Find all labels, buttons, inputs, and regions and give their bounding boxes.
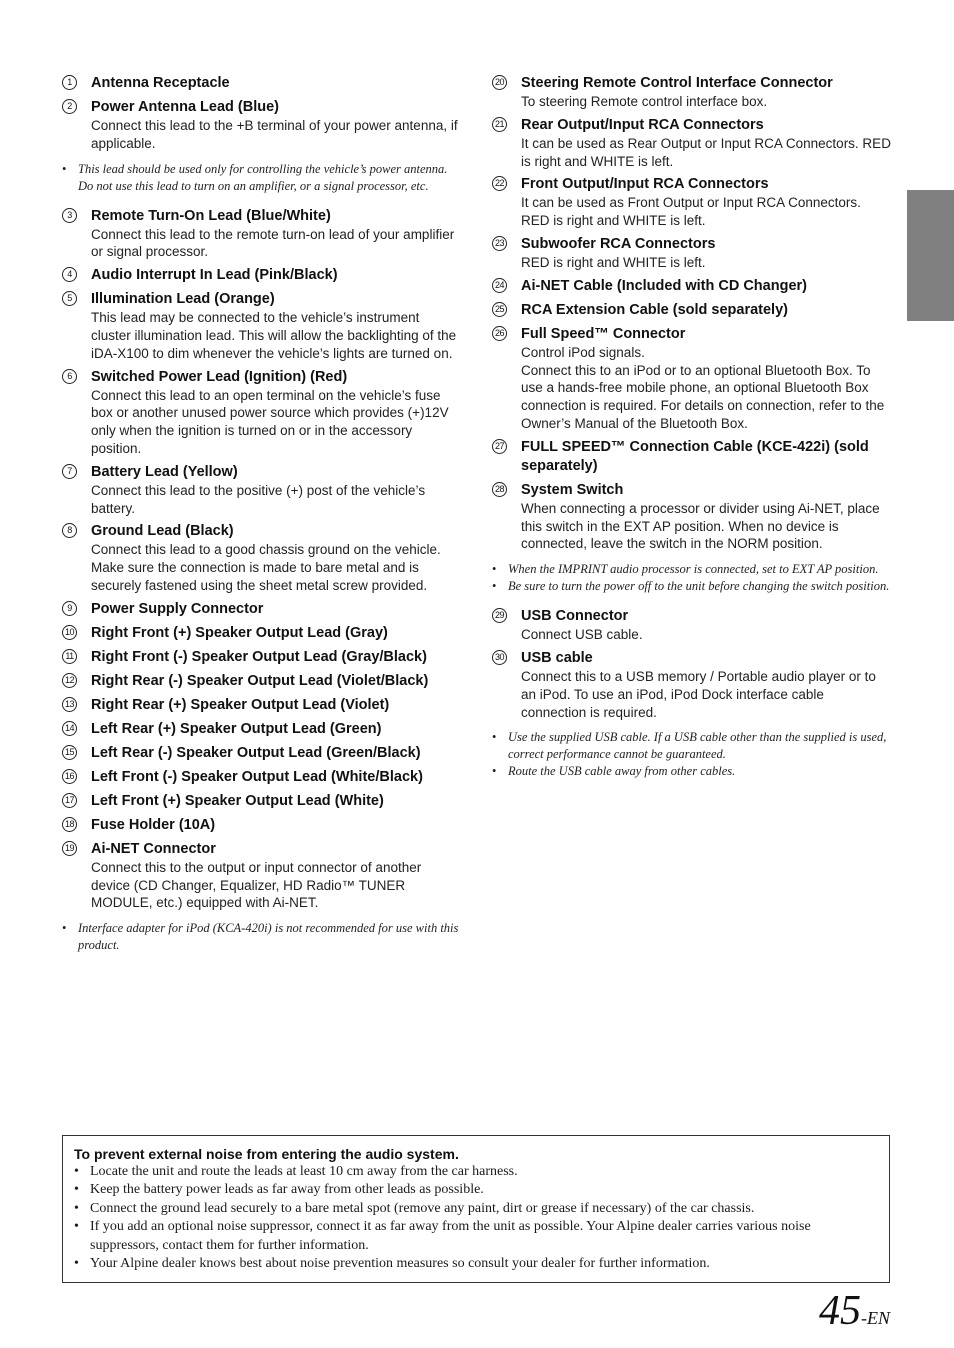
item-number-badge: 14 [62, 721, 77, 736]
item-number-badge: 26 [492, 326, 507, 341]
item-title: Right Front (+) Speaker Output Lead (Gray) [91, 624, 388, 641]
connection-item [62, 600, 462, 619]
connection-item [492, 116, 892, 171]
item-number-badge: 13 [62, 697, 77, 712]
note-text: Interface adapter for iPod (KCA-420i) is not recommended for use with this product. [78, 921, 459, 953]
item-number-badge: 1 [62, 75, 77, 90]
item-number-badge: 6 [62, 369, 77, 384]
note-text: Use the supplied USB cable. If a USB cable other than the supplied is used, correct performance cannot be guaranteed. [508, 730, 887, 762]
item-title: Audio Interrupt In Lead (Pink/Black) [91, 267, 338, 284]
note-item [62, 920, 462, 954]
item-title: Switched Power Lead (Ignition) (Red) [91, 368, 348, 385]
note-text: Route the USB cable away from other cables. [508, 764, 736, 779]
item-number-badge: 2 [62, 99, 77, 114]
item-title: Left Rear (-) Speaker Output Lead (Green/Black) [91, 744, 421, 761]
item-number-badge: 7 [62, 464, 77, 479]
note-item [62, 161, 462, 195]
item-description: Connect this to the output or input connector of another device (CD Changer, Equalizer, HD Radio™ TUNER MODULE, etc.) equipped with Ai-NET. [91, 859, 422, 911]
noise-box-item: • Your Alpine dealer knows best about noise prevention measures so consult your dealer for further information. [74, 1256, 710, 1272]
connection-item [492, 301, 892, 320]
item-title: Illumination Lead (Orange) [91, 291, 275, 308]
noise-box-title: To prevent external noise from entering the audio system. [74, 1146, 459, 1162]
item-description: It can be used as Front Output or Input RCA Connectors. RED is right and WHITE is left. [521, 195, 861, 229]
notes-block [492, 561, 892, 595]
item-number-badge: 21 [492, 117, 507, 132]
item-number-badge: 19 [62, 841, 77, 856]
connection-item [62, 290, 462, 362]
item-number-badge: 9 [62, 601, 77, 616]
item-title: Battery Lead (Yellow) [91, 463, 238, 480]
item-description: Connect this to a USB memory / Portable audio player or to an iPod. To use an iPod, iPod Dock interface cable connection is required. [521, 668, 876, 720]
connection-item [62, 266, 462, 285]
item-description: It can be used as Rear Output or Input RCA Connectors. RED is right and WHITE is left. [521, 135, 891, 169]
item-description: Connect this lead to the +B terminal of your power antenna, if applicable. [91, 118, 458, 151]
item-description: Connect this to an iPod or to an optional Bluetooth Box. To use a hands-free mobile phone, an optional Bluetooth Box connection is required. For details on connection, refer to the Owner’s Manual of the Bluetooth Box. [521, 362, 885, 431]
connection-item [62, 463, 462, 518]
item-description: This lead may be connected to the vehicle’s instrument cluster illumination lead. This will allow the backlighting of the iDA-X100 to dim whenever the vehicle’s lights are turned on. [91, 310, 457, 361]
item-title: FULL SPEED™ Connection Cable (KCE-422i) (sold separately) [521, 438, 869, 474]
connection-item [492, 607, 892, 644]
note-text: This lead should be used only for controlling the vehicle’s power antenna. Do not use this lead to turn on an amplifier, or a signal processor, etc. [78, 161, 448, 193]
item-number-badge: 20 [492, 75, 507, 90]
item-number-badge: 17 [62, 793, 77, 808]
notes-block [62, 161, 462, 195]
item-title: USB Connector [521, 608, 629, 625]
notes-block [492, 729, 892, 780]
item-number-badge: 24 [492, 278, 507, 293]
bullet: • [492, 730, 497, 745]
item-title: Front Output/Input RCA Connectors [521, 176, 769, 193]
connection-item [62, 768, 462, 787]
item-number-badge: 22 [492, 176, 507, 191]
item-title: Left Front (-) Speaker Output Lead (White/Black) [91, 768, 423, 785]
item-title: Ai-NET Cable (Included with CD Changer) [521, 277, 807, 294]
noise-prevention-box [62, 1135, 890, 1283]
noise-box-item-text: Connect the ground lead securely to a bare metal spot (remove any paint, dirt or grease if necessary) of the car chassis. [90, 1200, 755, 1216]
item-title: Full Speed™ Connector [521, 325, 686, 342]
connection-item [62, 522, 462, 594]
connection-item [62, 368, 462, 458]
item-title: Right Rear (+) Speaker Output Lead (Violet) [91, 696, 390, 713]
noise-box-item: • Connect the ground lead securely to a bare metal spot (remove any paint, dirt or grease if necessary) of the car chassis. [74, 1200, 755, 1216]
left-column [62, 74, 462, 966]
notes-block [62, 920, 462, 954]
connection-item [492, 438, 892, 476]
item-title: Rear Output/Input RCA Connectors [521, 116, 764, 133]
page-number-suffix: -EN [861, 1308, 890, 1328]
noise-box-item-text: Locate the unit and route the leads at least 10 cm away from the car harness. [90, 1164, 518, 1179]
connection-item [62, 816, 462, 835]
item-description: Control iPod signals. [521, 344, 645, 360]
connection-item [62, 74, 462, 93]
item-number-badge: 4 [62, 267, 77, 282]
item-title: System Switch [521, 481, 624, 498]
bullet: • [62, 161, 67, 176]
noise-box-item-text: Keep the battery power leads as far away from other leads as possible. [90, 1182, 484, 1198]
noise-box-item-text: Your Alpine dealer knows best about noise prevention measures so consult your dealer for further information. [90, 1256, 710, 1272]
item-title: Ground Lead (Black) [91, 523, 234, 540]
note-item [492, 561, 892, 578]
noise-box-item: • Keep the battery power leads as far away from other leads as possible. [74, 1182, 484, 1198]
bullet: • [492, 562, 497, 577]
item-description: Connect this lead to the positive (+) post of the vehicle’s battery. [91, 482, 426, 516]
connection-item [492, 277, 892, 296]
connection-item [492, 74, 892, 111]
item-number-badge: 23 [492, 236, 507, 251]
note-text: When the IMPRINT audio processor is connected, set to EXT AP position. [508, 562, 879, 577]
item-title: Left Front (+) Speaker Output Lead (White) [91, 792, 384, 809]
item-description: Connect this lead to a good chassis ground on the vehicle. Make sure the connection is made to bare metal and is securely fastened using the sheet metal screw provided. [91, 542, 441, 593]
connection-item [62, 744, 462, 763]
item-number-badge: 18 [62, 817, 77, 832]
note-item [492, 763, 892, 780]
language-section-tab [907, 190, 954, 321]
item-number-badge: 28 [492, 482, 507, 497]
item-title: Steering Remote Control Interface Connector [521, 75, 833, 91]
item-title: Left Rear (+) Speaker Output Lead (Green) [91, 720, 382, 737]
bullet: • [492, 579, 497, 594]
connection-item [492, 235, 892, 272]
item-number-badge: 8 [62, 523, 77, 538]
item-title: Antenna Receptacle [91, 75, 230, 91]
item-description: RED is right and WHITE is left. [521, 254, 706, 270]
connection-item [62, 207, 462, 262]
noise-box-item-text: If you add an optional noise suppressor, connect it as far away from the unit as possible. Your Alpine dealer carries various noise suppressors, contact them for further information. [90, 1219, 811, 1253]
item-number-badge: 10 [62, 625, 77, 640]
note-text: Be sure to turn the power off to the unit before changing the switch position. [508, 579, 890, 594]
connection-item [62, 840, 462, 912]
noise-box-list [74, 1163, 877, 1273]
noise-box-item: • If you add an optional noise suppressor, connect it as far away from the unit as possible. Your Alpine dealer carries various noise suppressors, contact them for further information. [74, 1219, 811, 1253]
item-title: Right Front (-) Speaker Output Lead (Gray/Black) [91, 648, 427, 665]
connection-item [62, 672, 462, 691]
item-number-badge: 25 [492, 302, 507, 317]
connection-item [492, 481, 892, 553]
item-number-badge: 30 [492, 650, 507, 665]
item-description: Connect this lead to an open terminal on the vehicle’s fuse box or another unused power source which provides (+)12V only when the ignition is turned on or in the accessory position. [91, 387, 449, 456]
item-number-badge: 29 [492, 608, 507, 623]
item-title: Ai-NET Connector [91, 840, 216, 857]
connection-item [62, 720, 462, 739]
item-description: Connect this lead to the remote turn-on lead of your amplifier or signal processor. [91, 226, 455, 260]
item-description: To steering Remote control interface box. [521, 94, 768, 109]
item-title: RCA Extension Cable (sold separately) [521, 301, 788, 318]
noise-box-item: • Locate the unit and route the leads at least 10 cm away from the car harness. [74, 1164, 518, 1179]
page-number-value: 45 [819, 1288, 861, 1334]
connection-item [62, 696, 462, 715]
item-title: USB cable [521, 649, 593, 666]
right-column [492, 74, 892, 792]
connection-item [492, 175, 892, 230]
bullet: • [62, 921, 67, 936]
item-description: When connecting a processor or divider using Ai-NET, place this switch in the EXT AP position. When no device is connected, leave the switch in the NORM position. [521, 500, 880, 552]
item-number-badge: 3 [62, 208, 77, 223]
note-item [492, 578, 892, 595]
item-title: Remote Turn-On Lead (Blue/White) [91, 207, 331, 224]
connection-item [62, 792, 462, 811]
item-title: Power Antenna Lead (Blue) [91, 99, 279, 115]
item-title: Fuse Holder (10A) [91, 816, 216, 833]
connection-item [492, 649, 892, 721]
connection-item [62, 624, 462, 643]
bullet: • [492, 764, 497, 779]
note-item [492, 729, 892, 763]
item-description: Connect USB cable. [521, 627, 643, 643]
item-number-badge: 27 [492, 439, 507, 454]
item-number-badge: 12 [62, 673, 77, 688]
item-number-badge: 11 [62, 649, 77, 664]
item-number-badge: 15 [62, 745, 77, 760]
page-number [819, 1289, 890, 1333]
connection-item [492, 325, 892, 433]
connection-item [62, 98, 462, 153]
connection-item [62, 648, 462, 667]
item-title: Subwoofer RCA Connectors [521, 235, 716, 252]
item-title: Power Supply Connector [91, 600, 264, 617]
item-number-badge: 16 [62, 769, 77, 784]
item-title: Right Rear (-) Speaker Output Lead (Violet/Black) [91, 672, 429, 689]
item-number-badge: 5 [62, 291, 77, 306]
